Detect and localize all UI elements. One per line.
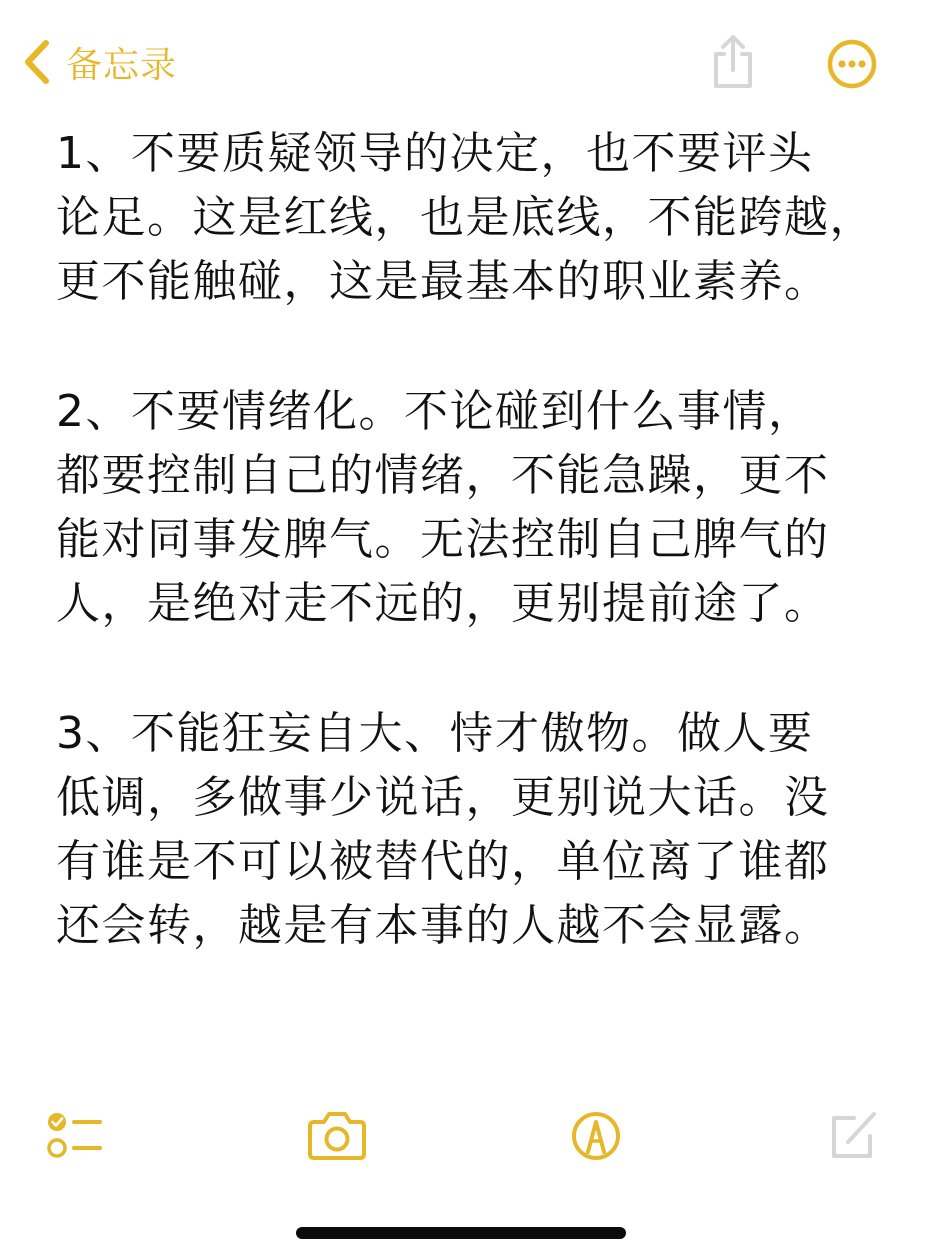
note-paragraph-3: 3、不能狂妄自大、恃才傲物。做人要 低调，多做事少说话，更别说大话。没 有谁是不可以被替代的，单位离了谁都 还会转，越是有本事的人越不会显露。 xyxy=(56,708,830,951)
chevron-left-icon xyxy=(22,39,52,85)
navigation-bar xyxy=(0,0,940,120)
compose-button[interactable] xyxy=(828,1108,878,1164)
markup-pen-icon xyxy=(570,1108,622,1164)
camera-button[interactable] xyxy=(306,1108,368,1164)
camera-icon xyxy=(306,1108,368,1164)
checklist-icon xyxy=(44,1108,104,1164)
markup-button[interactable] xyxy=(570,1108,622,1164)
ellipsis-circle-icon xyxy=(826,75,878,94)
share-icon xyxy=(708,75,758,94)
compose-icon xyxy=(828,1108,878,1164)
back-button[interactable] xyxy=(22,36,177,88)
more-button[interactable] xyxy=(826,38,878,90)
note-body[interactable] xyxy=(56,122,916,1024)
note-paragraph-2: 2、不要情绪化。不论碰到什么事情， 都要控制自己的情绪，不能急躁，更不 能对同事发脾气。无法控制自己脾气的 人，是绝对走不远的，更别提前途了。 xyxy=(56,386,830,629)
back-label: 备忘录 xyxy=(66,44,178,86)
checklist-button[interactable] xyxy=(44,1108,104,1164)
bottom-toolbar xyxy=(0,1100,940,1170)
note-paragraph-1: 1、不要质疑领导的决定，也不要评头 论足。这是红线，也是底线，不能跨越， 更不能触碰，这是最基本的职业素养。 xyxy=(56,128,875,307)
home-indicator[interactable] xyxy=(296,1227,626,1239)
share-button[interactable] xyxy=(708,34,758,90)
